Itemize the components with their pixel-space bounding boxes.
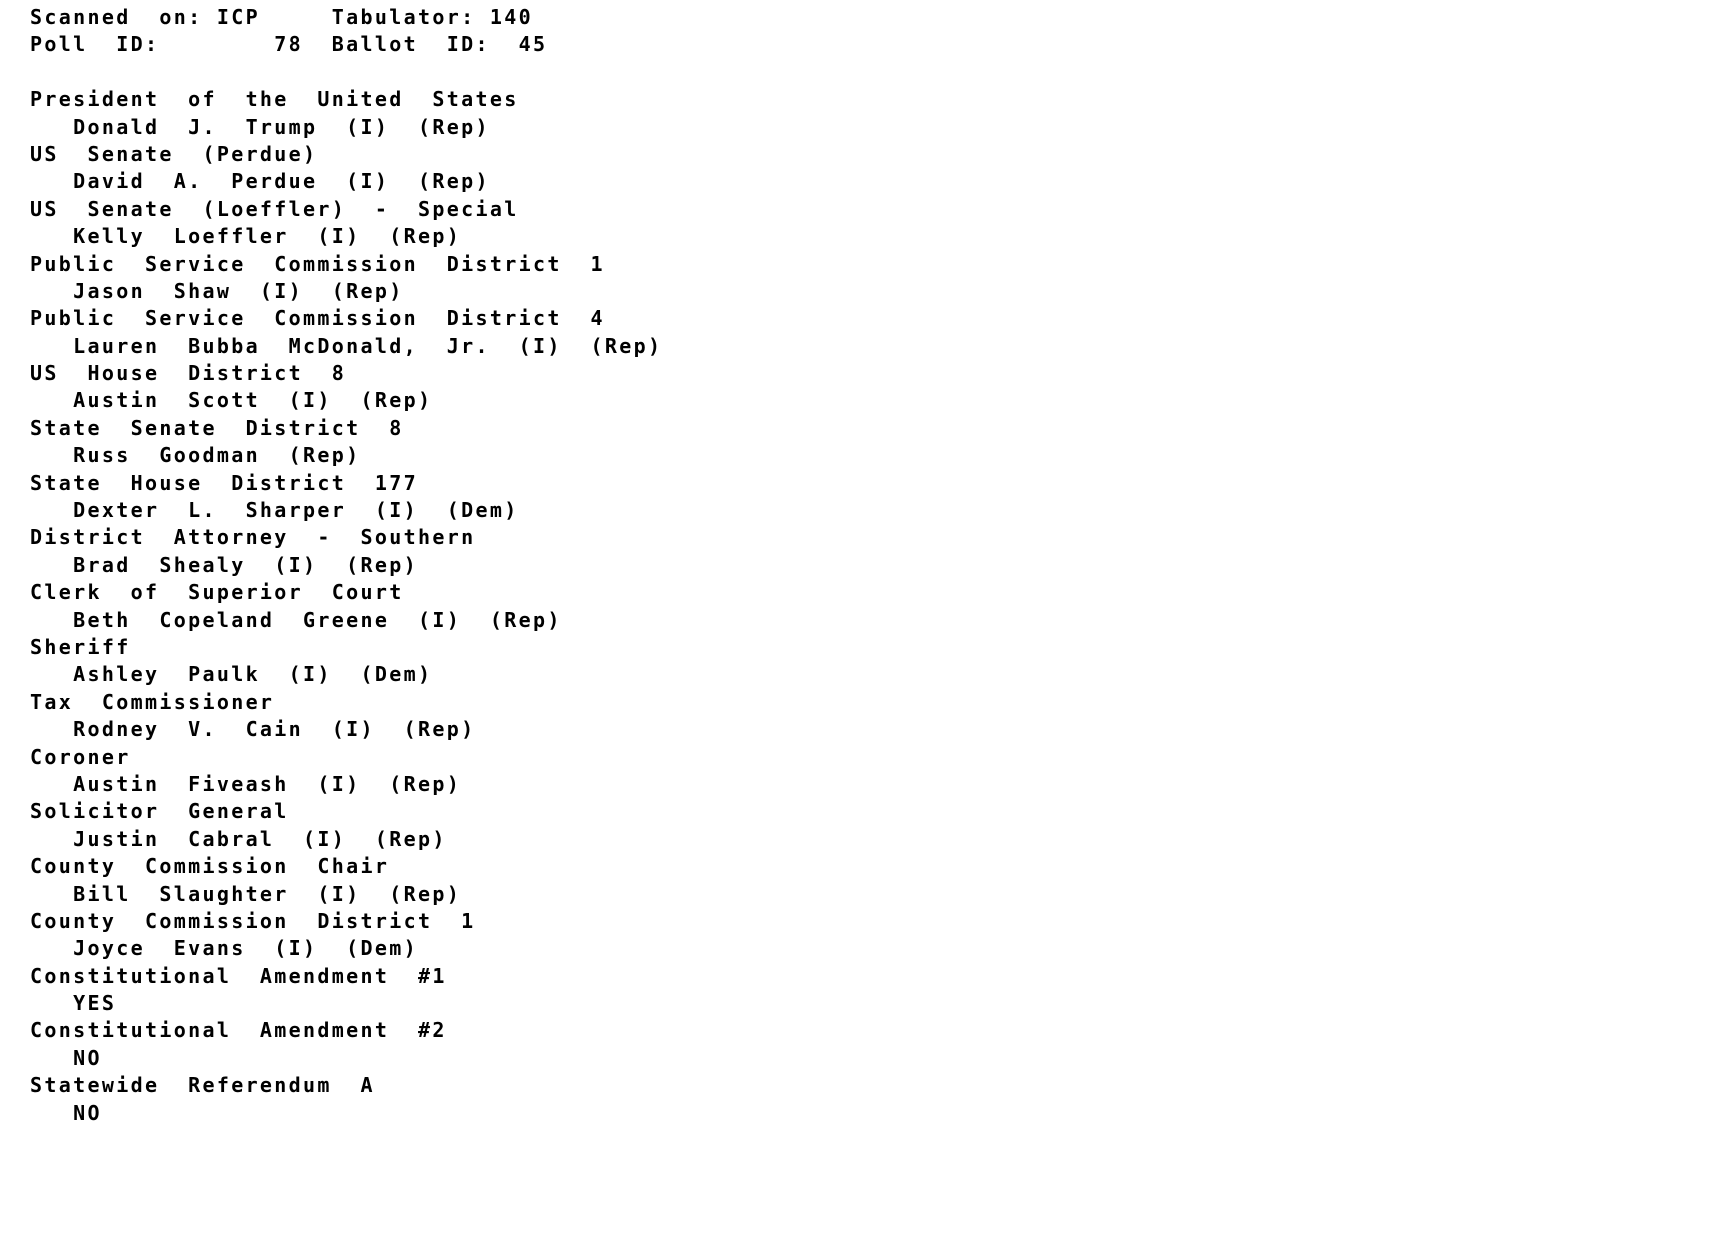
ballot-results-tape [30, 4, 662, 1127]
contest-line: Sheriff [30, 634, 131, 659]
choice-line: David A. Perdue (I) (Rep) [30, 169, 490, 194]
choice-line: Austin Fiveash (I) (Rep) [30, 771, 462, 796]
contest-line: Public Service Commission District 1 [30, 251, 605, 276]
contest-line: Clerk of Superior Court [30, 580, 404, 605]
contest-line: Public Service Commission District 4 [30, 306, 605, 331]
choice-line: NO [30, 1100, 102, 1125]
choice-line: Bill Slaughter (I) (Rep) [30, 881, 462, 906]
choice-line: Joyce Evans (I) (Dem) [30, 936, 419, 961]
contest-line: County Commission District 1 [30, 908, 476, 933]
choice-line: Ashley Paulk (I) (Dem) [30, 662, 433, 687]
choice-line: Donald J. Trump (I) (Rep) [30, 114, 490, 139]
contest-line: US House District 8 [30, 361, 347, 386]
choice-line: Lauren Bubba McDonald, Jr. (I) (Rep) [30, 333, 663, 358]
choice-line: NO [30, 1045, 102, 1070]
choice-line: Dexter L. Sharper (I) (Dem) [30, 498, 519, 523]
choice-line: Justin Cabral (I) (Rep) [30, 826, 447, 851]
blank-line [30, 59, 662, 86]
contest-line: State House District 177 [30, 470, 419, 495]
choice-line: Brad Shealy (I) (Rep) [30, 552, 419, 577]
contest-line: District Attorney - Southern [30, 525, 476, 550]
choice-line: Russ Goodman (Rep) [30, 443, 361, 468]
contest-line: Constitutional Amendment #2 [30, 1018, 447, 1043]
scan-info-line: Scanned on: ICP Tabulator: 140 [30, 5, 533, 29]
contest-line: Solicitor General [30, 799, 289, 824]
contest-line: Statewide Referendum A [30, 1073, 375, 1098]
scan-info-line: Poll ID: 78 Ballot ID: 45 [30, 32, 548, 57]
contest-line: President of the United States [30, 87, 519, 112]
choice-line: Rodney V. Cain (I) (Rep) [30, 717, 476, 742]
choice-line: YES [30, 991, 117, 1016]
contest-line: County Commission Chair [30, 854, 390, 879]
contest-line: State Senate District 8 [30, 415, 404, 440]
choice-line: Austin Scott (I) (Rep) [30, 388, 433, 413]
contest-line: US Senate (Perdue) [30, 141, 318, 166]
contest-line: Tax Commissioner [30, 689, 275, 714]
contest-line: US Senate (Loeffler) - Special [30, 196, 519, 221]
choice-line: Beth Copeland Greene (I) (Rep) [30, 607, 562, 632]
choice-line: Jason Shaw (I) (Rep) [30, 278, 404, 303]
contest-line: Coroner [30, 744, 131, 769]
choice-line: Kelly Loeffler (I) (Rep) [30, 224, 462, 249]
contest-line: Constitutional Amendment #1 [30, 963, 447, 988]
